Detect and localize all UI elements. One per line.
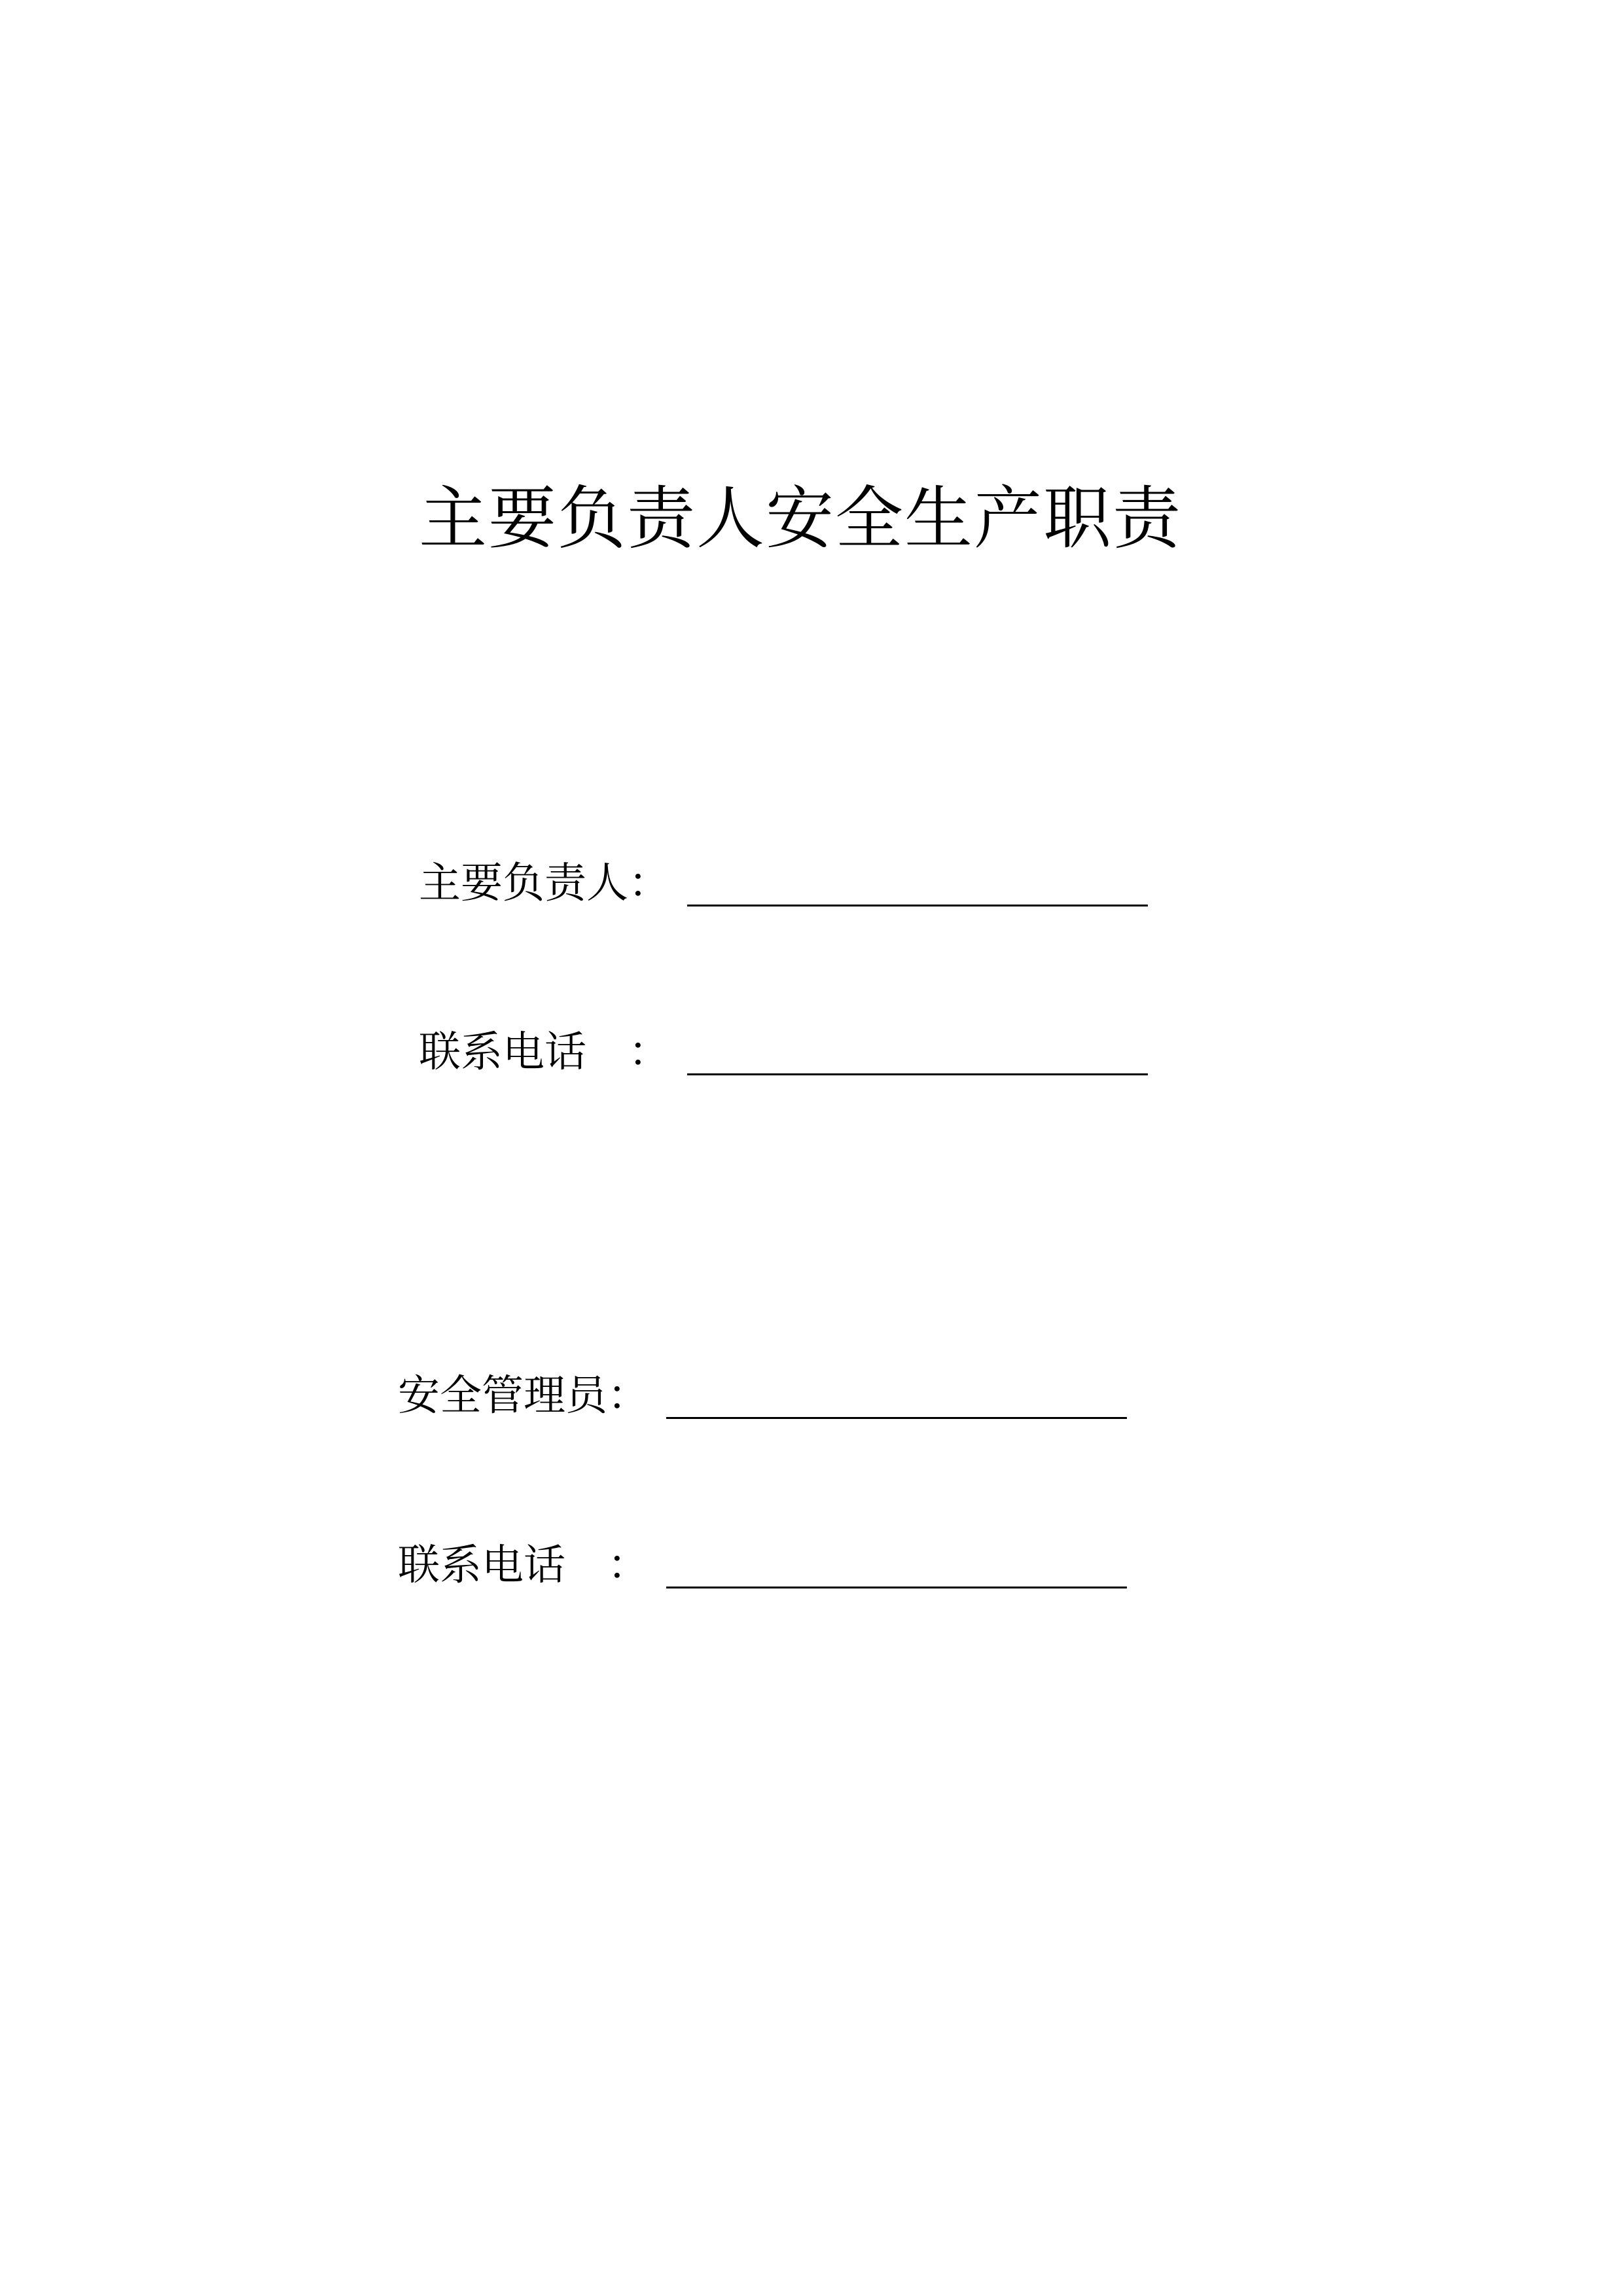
principal-phone-label: 联系电话 ： (419, 1028, 670, 1077)
safety-manager-label: 安全管理员： (398, 1372, 649, 1420)
safety-manager-field (398, 1363, 1131, 1429)
principal-phone-blank-line[interactable] (687, 1073, 1148, 1075)
principal-responsible-person-blank-line[interactable] (687, 905, 1148, 906)
principal-responsible-person-label: 主要负责人： (419, 859, 670, 908)
principal-phone-field (419, 1020, 1152, 1085)
safety-manager-phone-label: 联系电话 ： (398, 1541, 649, 1590)
safety-manager-phone-blank-line[interactable] (666, 1587, 1127, 1588)
safety-manager-phone-field (398, 1533, 1131, 1598)
principal-responsible-person-field (419, 851, 1152, 916)
safety-manager-blank-line[interactable] (666, 1417, 1127, 1419)
document-title: 主要负责人安全生产职责 (419, 478, 1183, 558)
